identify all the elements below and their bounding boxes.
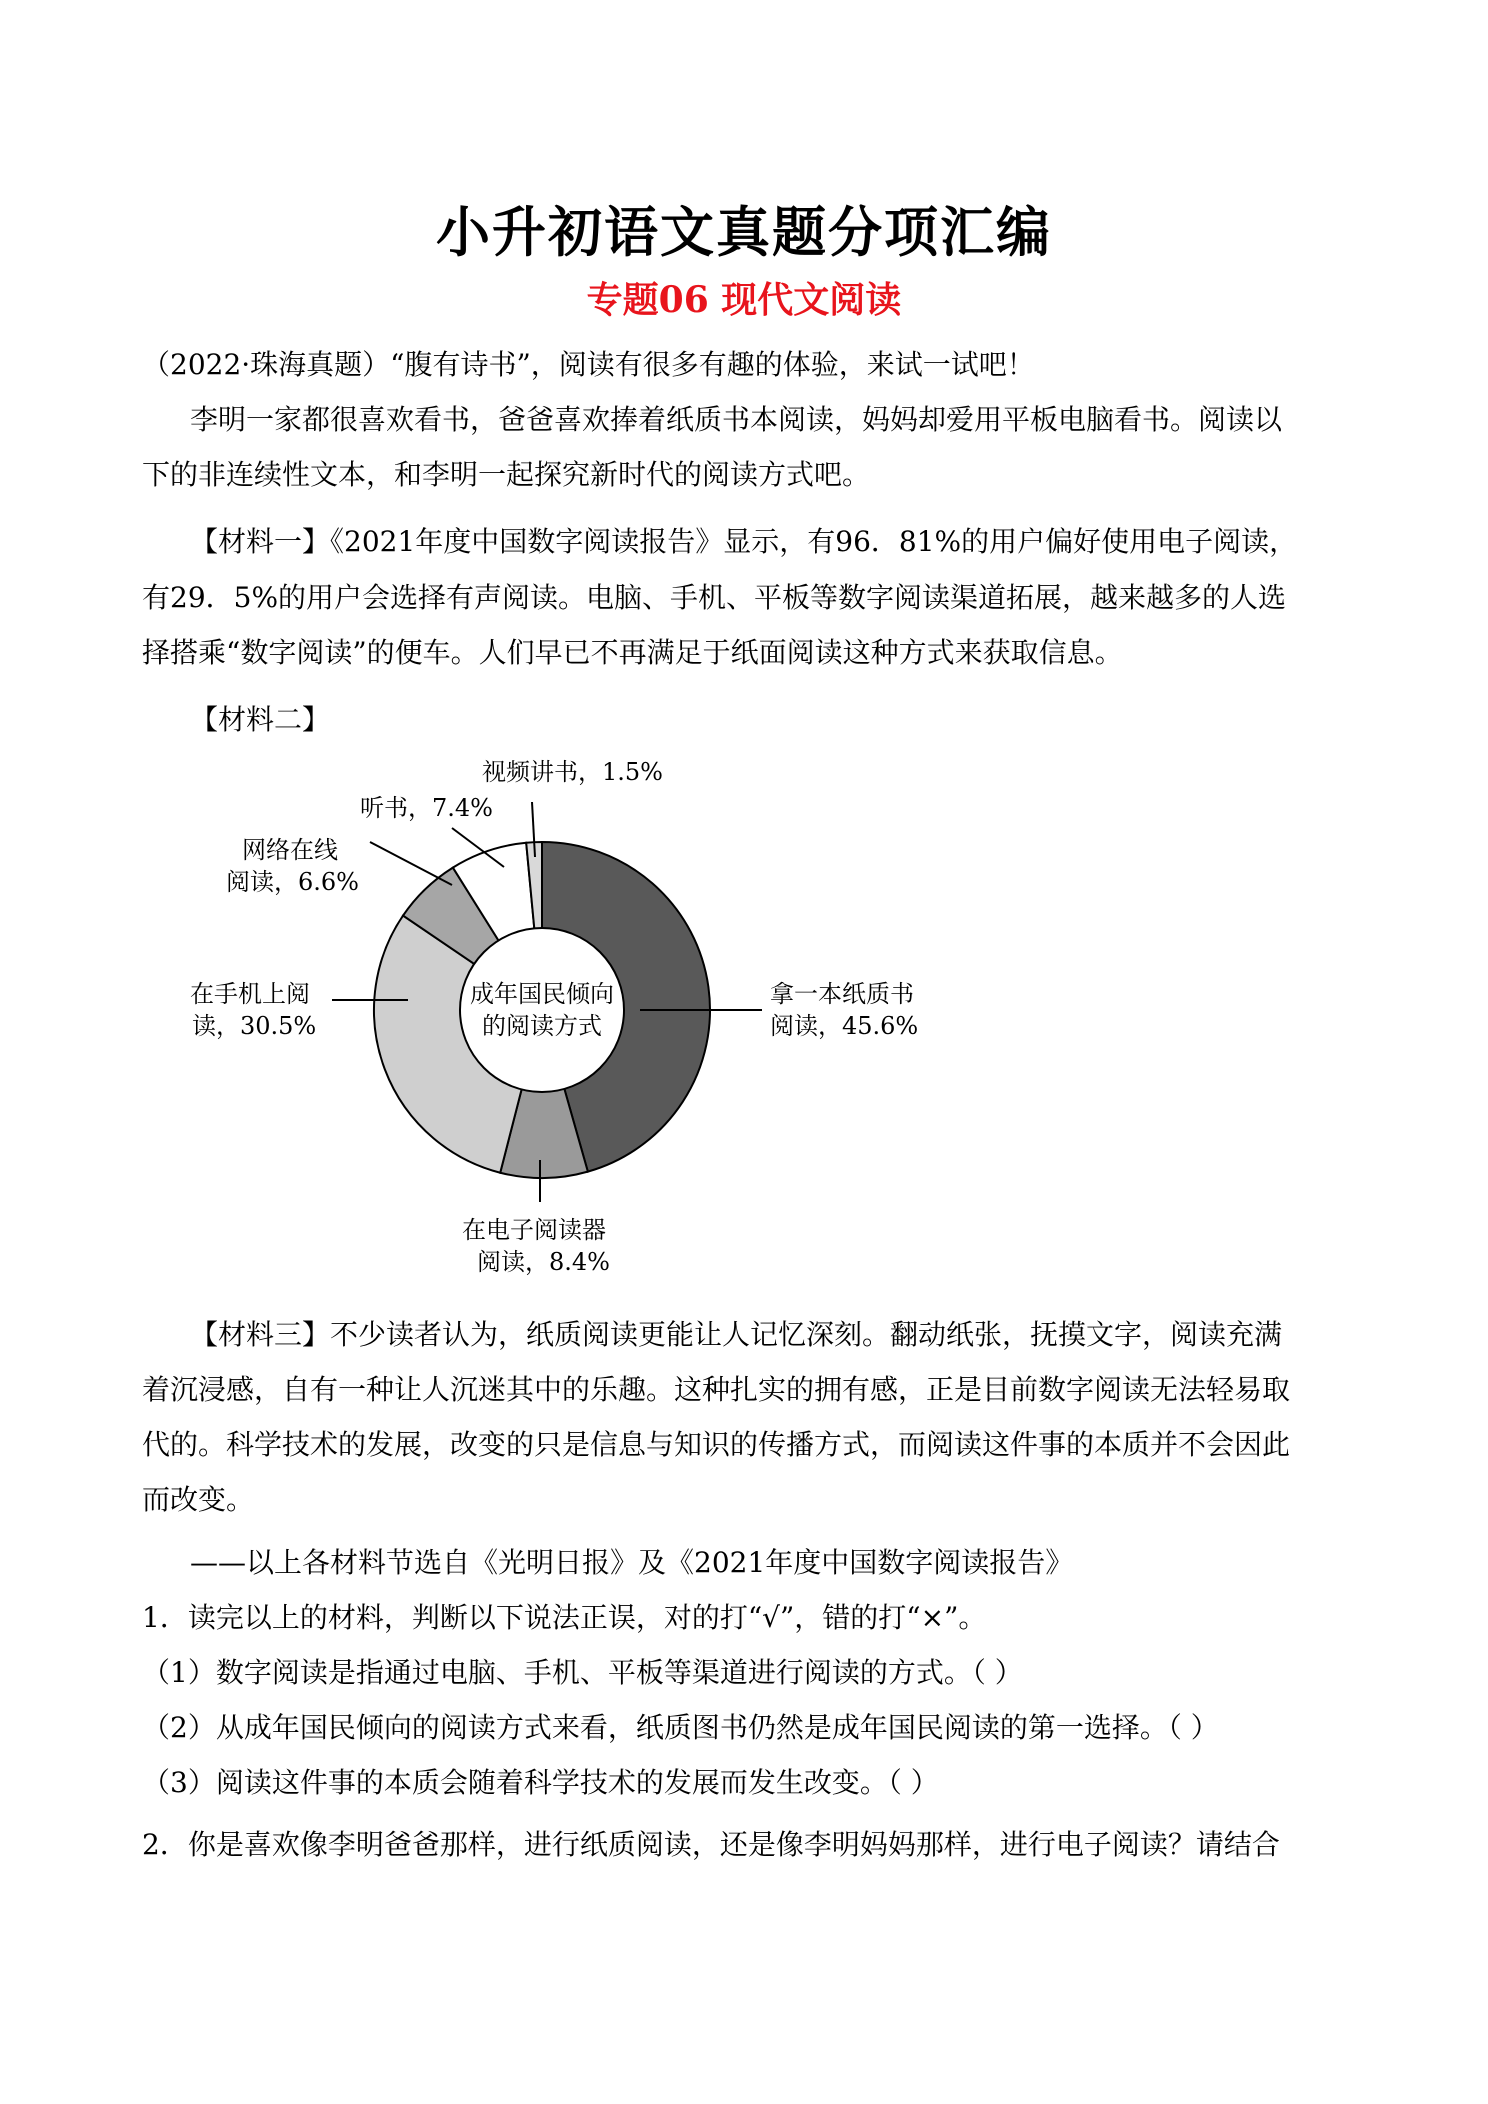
center-label: 的阅读方式 <box>482 1012 602 1040</box>
intro-paragraph-line: 下的非连续性文本，和李明一起探究新时代的阅读方式吧。 <box>142 458 871 491</box>
slice-label-ereader: 阅读，8.4% <box>477 1248 610 1276</box>
slice-label-online: 网络在线 <box>242 836 338 864</box>
material3-line: 代的。科学技术的发展，改变的只是信息与知识的传播方式，而阅读这件事的本质并不会因此 <box>142 1428 1291 1461</box>
slice-label-paper: 阅读，45.6% <box>770 1012 919 1040</box>
material1-line: 【材料一】《2021年度中国数字阅读报告》显示，有96．81%的用户偏好使用电子阅读， <box>190 525 1298 558</box>
question-source: （2022·珠海真题）“腹有诗书”，阅读有很多有趣的体验，来试一试吧！ <box>142 348 1035 381</box>
question-2: 2．你是喜欢像李明爸爸那样，进行纸质阅读，还是像李明妈妈那样，进行电子阅读？请结合 <box>142 1828 1280 1861</box>
document-title: 小升初语文真题分项汇编 <box>436 201 1052 264</box>
intro-paragraph-line: 李明一家都很喜欢看书，爸爸喜欢捧着纸质书本阅读，妈妈却爱用平板电脑看书。阅读以 <box>190 403 1283 436</box>
slice-label-paper: 拿一本纸质书 <box>770 980 914 1008</box>
material3-line: 而改变。 <box>142 1483 255 1516</box>
material1-line: 择搭乘“数字阅读”的便车。人们早已不再满足于纸面阅读这种方式来获取信息。 <box>142 636 1123 669</box>
donut-hole <box>460 928 624 1092</box>
slice-label-phone: 读，30.5% <box>192 1012 317 1040</box>
reading-preference-donut-chart <box>142 740 1042 1300</box>
material3-line: 【材料三】不少读者认为，纸质阅读更能让人记忆深刻。翻动纸张，抚摸文字，阅读充满 <box>190 1318 1283 1351</box>
slice-label-phone: 在手机上阅 <box>190 980 310 1008</box>
question-1: 1．读完以上的材料，判断以下说法正误，对的打“√”，错的打“×”。 <box>142 1601 987 1634</box>
document-subtitle: 专题06 现代文阅读 <box>586 279 902 321</box>
slice-label-online: 阅读，6.6% <box>226 868 359 896</box>
material-citation: ——以上各材料节选自《光明日报》及《2021年度中国数字阅读报告》 <box>190 1546 1074 1579</box>
center-label: 成年国民倾向 <box>470 980 614 1008</box>
question-1-item-1: （1）数字阅读是指通过电脑、手机、平板等渠道进行阅读的方式。（ ） <box>142 1656 1023 1689</box>
material1-line: 有29．5%的用户会选择有声阅读。电脑、手机、平板等数字阅读渠道拓展，越来越多的人选 <box>142 581 1287 614</box>
slice-label-audiobook: 听书，7.4% <box>360 794 493 822</box>
question-1-item-3: （3）阅读这件事的本质会随着科学技术的发展而发生改变。（ ） <box>142 1766 939 1799</box>
slice-label-ereader: 在电子阅读器 <box>462 1216 606 1244</box>
leader-line-online <box>370 842 452 885</box>
material3-line: 着沉浸感，自有一种让人沉迷其中的乐趣。这种扎实的拥有感，正是目前数字阅读无法轻易取 <box>142 1373 1291 1406</box>
slice-label-video: 视频讲书，1.5% <box>482 758 663 786</box>
question-1-item-2: （2）从成年国民倾向的阅读方式来看，纸质图书仍然是成年国民阅读的第一选择。（ ） <box>142 1711 1219 1744</box>
material2-label: 【材料二】 <box>190 703 331 736</box>
